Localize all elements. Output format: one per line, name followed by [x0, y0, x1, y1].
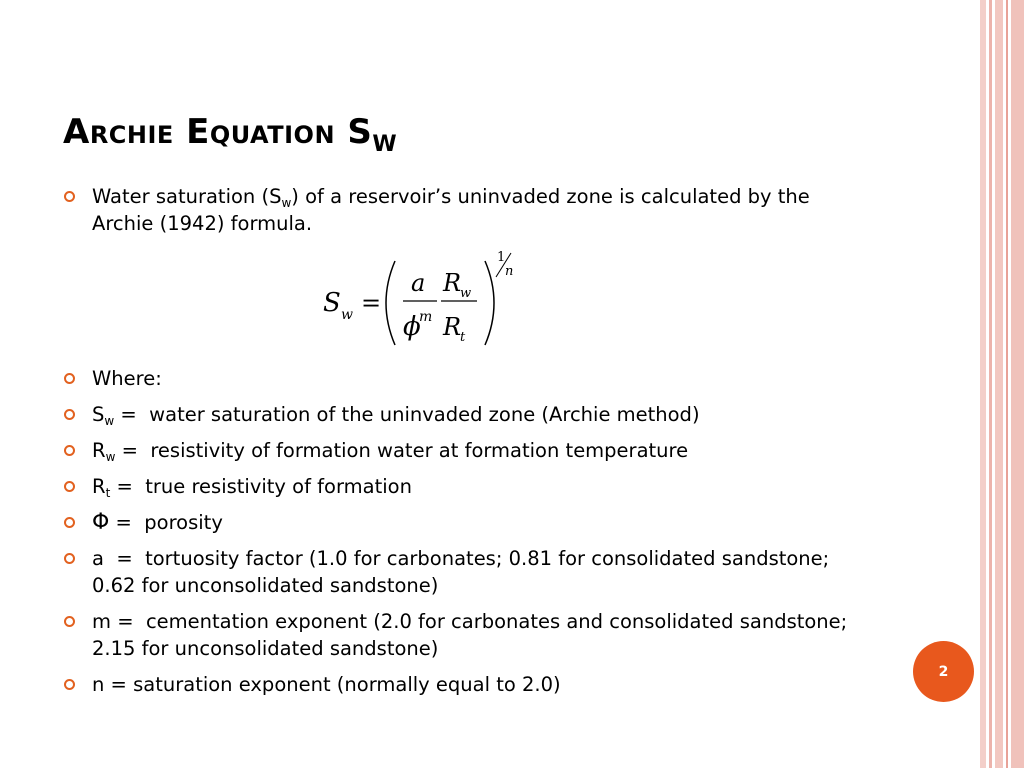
bullet-marker-icon	[64, 616, 75, 627]
definition-symbol: n	[92, 673, 105, 696]
definition-equals: =	[104, 673, 134, 696]
bullet-marker-icon	[64, 517, 75, 528]
definition-symbol: a	[92, 547, 104, 570]
definition-symbol: S	[92, 403, 105, 426]
intro-text-after: ) of a reservoir’s uninvaded zone is calculated by the Archie (1942) formula.	[92, 185, 810, 235]
eq-exp-den: n	[505, 264, 514, 279]
eq-exp-num: 1	[497, 250, 506, 265]
definition-equals: =	[111, 610, 140, 633]
bullet-intro	[63, 183, 863, 237]
definition-subscript: w	[104, 414, 115, 428]
equation-graphic	[313, 241, 543, 365]
stripe	[989, 0, 992, 768]
bullet-marker-icon	[64, 409, 75, 420]
definition-item	[63, 437, 863, 464]
definition-description: cementation exponent (2.0 for carbonates and consolidated sandstone; 2.15 for unconsolidated sandstone)	[92, 610, 848, 660]
eq-den-phi-sup: m	[419, 309, 433, 325]
bullet-marker-icon	[64, 191, 75, 202]
definition-symbol: R	[92, 439, 106, 462]
definition-equals: =	[115, 439, 145, 462]
page-number: 2	[938, 663, 949, 680]
stripe	[1011, 0, 1024, 768]
definition-equals: =	[103, 547, 146, 570]
definition-description: saturation exponent (normally equal to 2.0)	[133, 673, 561, 696]
title-text: Archie Equation S	[63, 112, 373, 152]
definition-item	[63, 545, 863, 599]
definition-description: porosity	[138, 511, 223, 534]
eq-left-paren	[386, 261, 395, 345]
definition-item	[63, 671, 863, 698]
eq-num-a: a	[411, 269, 426, 297]
definition-item	[63, 401, 863, 428]
where-label: Where:	[92, 367, 162, 390]
eq-den-r: R	[443, 313, 462, 341]
definition-item	[63, 608, 863, 662]
eq-den-phi: ϕ	[403, 312, 421, 342]
stripe	[995, 0, 1003, 768]
eq-num-r: R	[443, 269, 462, 297]
definition-description: water saturation of the uninvaded zone (Archie method)	[142, 403, 700, 426]
eq-num-r-sub: w	[460, 286, 472, 301]
intro-text-before: Water saturation (S	[92, 185, 282, 208]
stripe	[1006, 0, 1008, 768]
bullet-marker-icon	[64, 445, 75, 456]
bullet-where	[63, 365, 863, 392]
definition-item	[63, 509, 863, 536]
bullet-marker-icon	[64, 679, 75, 690]
page-number-badge	[913, 641, 974, 702]
stripe	[980, 0, 986, 768]
definition-description: tortuosity factor (1.0 for carbonates; 0.81 for consolidated sandstone; 0.62 for unconsolidated sandstone)	[92, 547, 830, 597]
definition-item	[63, 473, 863, 500]
bullet-list	[63, 183, 863, 698]
definition-subscript: w	[105, 450, 116, 464]
bullet-marker-icon	[64, 481, 75, 492]
decorative-stripes	[980, 0, 1024, 768]
eq-den-r-sub: t	[460, 330, 466, 345]
eq-lhs-sub: w	[341, 307, 353, 323]
intro-subscript: w	[281, 196, 292, 210]
eq-lhs: S	[323, 288, 341, 318]
definition-symbol: m	[92, 610, 111, 633]
definition-symbol: R	[92, 475, 106, 498]
definition-description: true resistivity of formation	[139, 475, 412, 498]
eq-equals: =	[361, 289, 382, 317]
archie-equation	[63, 237, 863, 365]
definition-equals: =	[109, 511, 139, 534]
eq-right-paren	[485, 261, 494, 345]
slide-title	[63, 112, 397, 157]
definition-equals: =	[114, 403, 143, 426]
definition-equals: =	[110, 475, 140, 498]
title-subscript: W	[372, 132, 398, 157]
definition-symbol: Φ	[92, 510, 110, 535]
definition-subscript: t	[105, 486, 111, 500]
bullet-marker-icon	[64, 373, 75, 384]
definition-description: resistivity of formation water at formation temperature	[144, 439, 689, 462]
bullet-marker-icon	[64, 553, 75, 564]
